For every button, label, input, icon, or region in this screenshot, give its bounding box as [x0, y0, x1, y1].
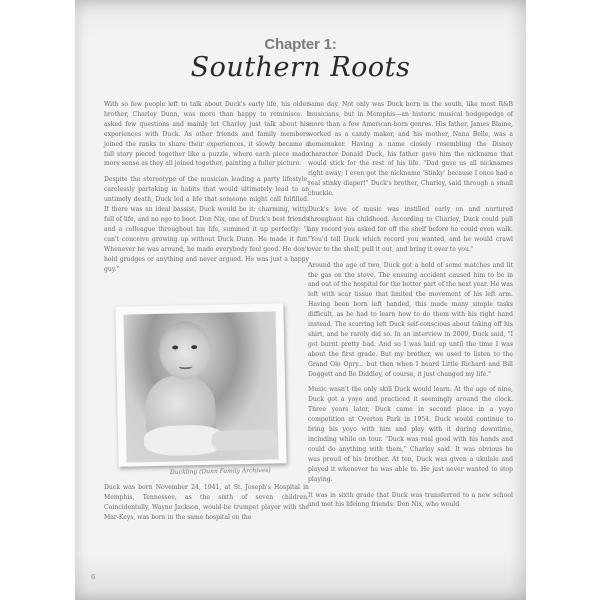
book-page — [75, 0, 526, 600]
left-column-continued — [104, 483, 309, 529]
paragraph: With so few people left to talk about Duck's early life, his older brother, Charley Dunn, was more than happy to reminisce. I asked few questions and mainly let Charley just talk about his experiences with Duck. As other friends and family members joined the ranks to share their experiences, it slowly became a full story pieced together like a puzzle, where each piece made more sense as they all joined together, painting a fuller picture. — [104, 101, 309, 168]
paragraph: Duck was born November 24, 1941, at St. Joseph's Hospital in Memphis, Tennessee, as the sixth of seven children. Coincidentally, Wayne Jackson, would-be trumpet player with the Mar-Keys, was born in the same hospital on the — [104, 484, 309, 521]
chapter-title: Southern Roots — [190, 52, 411, 83]
paragraph: Around the age of two, Duck got a hold of some matches and lit the gas on the stove. The ensuing accident caused him to be in and out of the hospital for the better part of the next year. He was left with scar tissue that limited the movement of his left arm. Having been born left handed, this made many simple tasks difficult, as he had to learn how to do them with his right hand instead. The scarring left Duck self-conscious about taking off his shirt, and he rarely did so. In an interview in 2009, Duck said, "I got burnt pretty bad. And so I was laid up until the time I was about the first grade. But my brother, we used to listen to the Grand Ole Opry... but then when I heard Little Richard and Bill Doggett and Bo Diddley, of course, it just changed my life." — [308, 261, 513, 378]
baby-leg-shape — [211, 429, 277, 450]
paragraph: Duck's love of music was instilled early on and nurtured throughout his childhood. According to Charley, Duck could pull any record you asked for off the shelf before he could even walk. "You'd tell Duck which record you wanted, and he would crawl over to the shelf, pull it out, and bring it over to you." — [308, 206, 513, 253]
baby-photo — [124, 311, 279, 462]
chapter-label: Chapter 1: — [264, 36, 337, 53]
photo-frame — [115, 303, 286, 466]
paragraph: Music wasn't the only skill Duck would learn. At the age of nine, Duck got a yoyo and practiced it seemingly around the clock. Three years later, Duck came in second place in a yoyo competition at Overton Park in 1954. Duck would continue to bring his yoyo with him and play with it during downtime, including while on tour. "Duck was real good with his hands and could do anything with them," Charley said. It was obvious he was proud of his brother. At ten, Duck was given a ukulele and played it whenever he was able to. He just never wanted to stop playing. — [308, 386, 513, 483]
right-column — [308, 100, 513, 516]
left-column — [104, 100, 309, 280]
eye-shape — [191, 345, 197, 349]
paragraph: same day. Not only was Duck born in the south, like most R&B musicians, but in Memphis—an historic musical hodgepodge of more than a few American-born genres. His father, James Blaine, worked as a candy maker, and his mother, Nana Belle, was a homemaker. Having a name closely resembling the Disney character Donald Duck, his father gave him the nickname that would stick for the rest of his life. "Dad gave us all nicknames right away; I even got the nickname 'Stinky' because I once had a real stinky diaper!" Duck's brother, Charley, said through a small chuckle. — [308, 101, 513, 198]
photo-caption: Duckling (Dunn Family Archives) — [169, 466, 271, 477]
eye-shape — [172, 345, 178, 349]
baby-head-shape — [159, 321, 212, 380]
page-number: 6 — [91, 573, 96, 581]
paragraph: Despite the stereotype of the musician leading a party lifestyle, carelessly partaking in habits that would ultimately lead to an untimely death, Duck led a life that someone might call fulfilled. If there was an ideal bassist, Duck would be it: charming, witty, full of life, and no ego to boot. Don Nix, one of Duck's best friends and a colleague throughout his life, summed it up perfectly: "I can't conceive growing up without Duck Dunn. He made it fun. Whenever he was around, he made everybody feel good. He don't hold grudges or anything and never argued. He was just a happy guy." — [104, 176, 309, 273]
paragraph: It was in sixth grade that Duck was transferred to a new school and met his lifelong friends: Don Nix, who would — [308, 491, 513, 509]
